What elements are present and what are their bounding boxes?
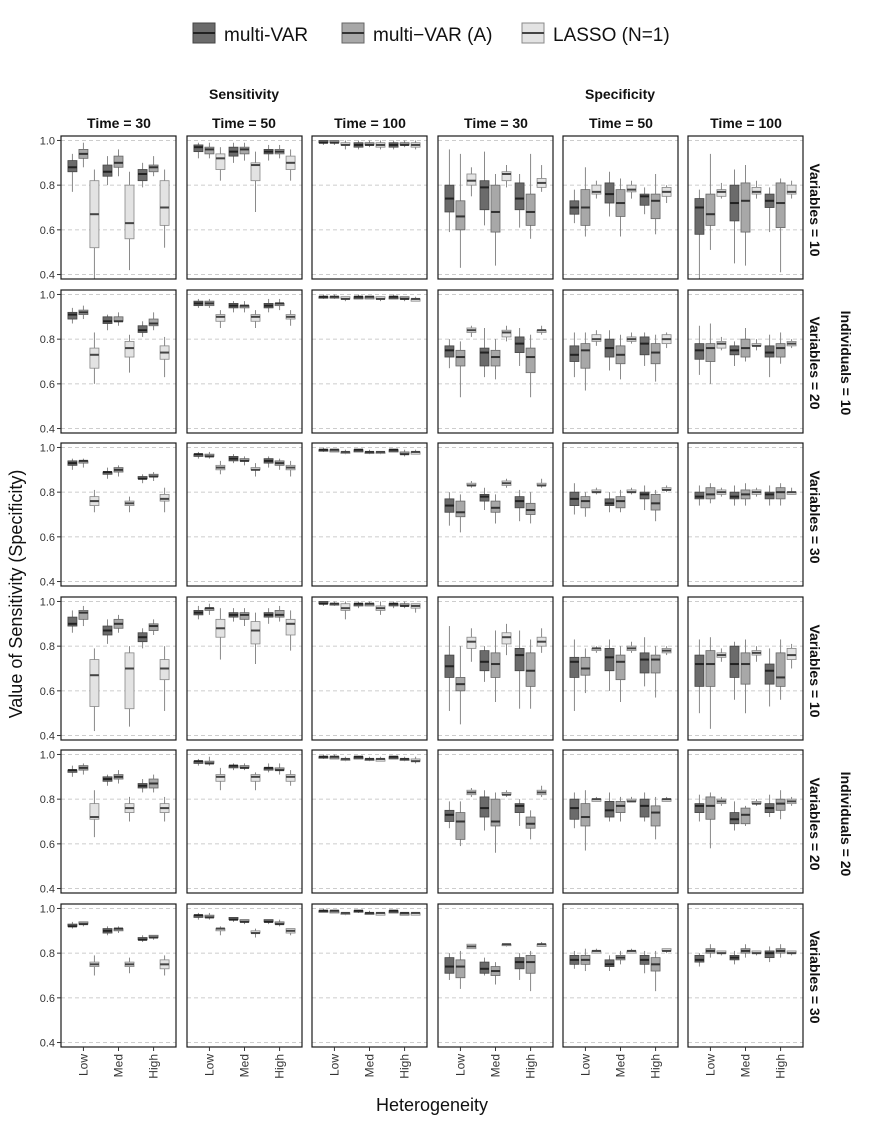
y-tick-label: 0.8 bbox=[39, 794, 55, 807]
box-iqr bbox=[570, 799, 579, 819]
variables-label-6: Variables = 30 bbox=[807, 930, 823, 1024]
y-tick-label: 0.4 bbox=[39, 730, 55, 743]
box-iqr bbox=[194, 145, 203, 152]
box-iqr bbox=[741, 653, 750, 684]
box-iqr bbox=[68, 312, 77, 319]
box-iqr bbox=[651, 344, 660, 364]
x-tick-label: Med bbox=[362, 1054, 377, 1078]
box-iqr bbox=[765, 492, 774, 499]
box-iqr bbox=[138, 170, 147, 181]
box-multivar-a-med bbox=[741, 806, 750, 826]
box-iqr bbox=[570, 657, 579, 677]
box-iqr bbox=[651, 806, 660, 826]
x-tick-label: Low bbox=[453, 1054, 468, 1077]
box-iqr bbox=[491, 185, 500, 232]
panel-background bbox=[187, 750, 302, 893]
box-multivar-a-low bbox=[330, 911, 339, 913]
box-iqr bbox=[526, 503, 535, 514]
box-iqr bbox=[502, 330, 511, 337]
x-tick-label: Med bbox=[237, 1054, 252, 1078]
box-iqr bbox=[526, 348, 535, 373]
box-iqr bbox=[752, 187, 761, 194]
metric-header-sensitivity: Sensitivity bbox=[208, 86, 280, 102]
x-tick-label: High bbox=[773, 1054, 788, 1079]
box-iqr bbox=[251, 775, 260, 782]
box-iqr bbox=[240, 147, 249, 154]
y-tick-label: 0.4 bbox=[39, 883, 55, 896]
panel-background bbox=[688, 443, 803, 586]
box-iqr bbox=[103, 165, 112, 176]
x-tick-label: High bbox=[146, 1054, 161, 1079]
box-iqr bbox=[581, 497, 590, 508]
box-iqr bbox=[445, 810, 454, 821]
box-iqr bbox=[765, 664, 774, 684]
y-tick-label: 0.4 bbox=[39, 269, 55, 282]
box-lasso-med bbox=[502, 944, 511, 946]
box-multivar-high bbox=[389, 450, 398, 452]
box-iqr bbox=[216, 154, 225, 170]
box-iqr bbox=[216, 775, 225, 782]
x-tick-label: Low bbox=[578, 1054, 593, 1077]
box-iqr bbox=[605, 499, 614, 506]
box-iqr bbox=[605, 801, 614, 817]
y-tick-label: 0.8 bbox=[39, 948, 55, 961]
box-iqr bbox=[717, 190, 726, 197]
box-iqr bbox=[515, 337, 524, 353]
panel-background bbox=[563, 443, 678, 586]
legend bbox=[193, 23, 670, 46]
box-iqr bbox=[467, 637, 476, 648]
box-multivar-med bbox=[354, 757, 363, 759]
box-iqr bbox=[491, 501, 500, 512]
box-iqr bbox=[695, 655, 704, 686]
box-iqr bbox=[480, 181, 489, 210]
box-iqr bbox=[706, 344, 715, 362]
box-iqr bbox=[605, 183, 614, 203]
box-iqr bbox=[160, 181, 169, 226]
box-iqr bbox=[526, 955, 535, 973]
x-tick-label: High bbox=[397, 1054, 412, 1079]
box-iqr bbox=[341, 604, 350, 611]
box-iqr bbox=[616, 655, 625, 680]
individuals-label-10: Individuals = 10 bbox=[838, 310, 854, 416]
box-iqr bbox=[502, 633, 511, 644]
box-iqr bbox=[627, 185, 636, 192]
y-tick-label: 0.8 bbox=[39, 641, 55, 654]
y-tick-label: 0.6 bbox=[39, 685, 55, 698]
box-iqr bbox=[730, 646, 739, 677]
x-tick-label: Med bbox=[738, 1054, 753, 1078]
y-tick-label: 0.8 bbox=[39, 487, 55, 500]
box-lasso-low bbox=[341, 913, 350, 915]
box-iqr bbox=[526, 817, 535, 828]
y-tick-label: 0.6 bbox=[39, 224, 55, 237]
box-iqr bbox=[480, 651, 489, 671]
box-iqr bbox=[570, 346, 579, 362]
legend-label-lasso: LASSO (N=1) bbox=[553, 25, 670, 46]
x-axes bbox=[76, 1047, 787, 1079]
box-iqr bbox=[730, 492, 739, 499]
y-tick-label: 0.4 bbox=[39, 1037, 55, 1050]
box-iqr bbox=[605, 960, 614, 967]
box-iqr bbox=[605, 648, 614, 670]
box-multivar-high bbox=[389, 911, 398, 913]
x-axis-title: Heterogeneity bbox=[375, 1095, 489, 1115]
box-iqr bbox=[286, 619, 295, 635]
panel-background bbox=[61, 290, 176, 433]
box-iqr bbox=[706, 194, 715, 225]
time-strip-labels bbox=[87, 115, 782, 131]
box-iqr bbox=[651, 194, 660, 219]
time-label-spec-50: Time = 50 bbox=[589, 115, 653, 131]
y-tick-label: 0.6 bbox=[39, 378, 55, 391]
variables-strip-labels bbox=[807, 163, 854, 1023]
box-iqr bbox=[776, 488, 785, 499]
box-iqr bbox=[275, 610, 284, 617]
box-iqr bbox=[125, 185, 134, 239]
time-label-sens-30: Time = 30 bbox=[87, 115, 151, 131]
box-iqr bbox=[456, 501, 465, 517]
y-tick-label: 0.6 bbox=[39, 992, 55, 1005]
box-iqr bbox=[581, 344, 590, 369]
x-tick-label: Low bbox=[703, 1054, 718, 1077]
box-iqr bbox=[776, 653, 785, 687]
x-tick-label: Low bbox=[202, 1054, 217, 1077]
box-iqr bbox=[149, 165, 158, 172]
box-iqr bbox=[695, 955, 704, 962]
panel-background bbox=[312, 750, 427, 893]
box-iqr bbox=[103, 317, 112, 324]
y-tick-label: 0.8 bbox=[39, 180, 55, 193]
variables-label-5: Variables = 20 bbox=[807, 777, 823, 871]
variables-label-1: Variables = 10 bbox=[807, 163, 823, 257]
box-iqr bbox=[741, 808, 750, 824]
box-iqr bbox=[515, 183, 524, 210]
panel-background bbox=[61, 443, 176, 586]
time-label-sens-50: Time = 50 bbox=[212, 115, 276, 131]
box-iqr bbox=[251, 315, 260, 322]
box-iqr bbox=[640, 492, 649, 499]
box-multivar-a-high bbox=[400, 913, 409, 915]
box-lasso-high bbox=[411, 913, 420, 915]
box-iqr bbox=[515, 648, 524, 670]
box-iqr bbox=[640, 799, 649, 817]
box-iqr bbox=[706, 797, 715, 819]
x-tick-label: Med bbox=[111, 1054, 126, 1078]
y-tick-label: 0.8 bbox=[39, 334, 55, 347]
box-iqr bbox=[581, 804, 590, 826]
box-iqr bbox=[90, 660, 99, 707]
box-iqr bbox=[456, 201, 465, 230]
panel-background bbox=[312, 904, 427, 1047]
box-iqr bbox=[730, 813, 739, 824]
box-iqr bbox=[456, 350, 465, 366]
box-multivar-a-low bbox=[330, 450, 339, 452]
box-iqr bbox=[160, 494, 169, 501]
box-iqr bbox=[787, 648, 796, 659]
box-iqr bbox=[251, 622, 260, 644]
box-iqr bbox=[616, 801, 625, 812]
box-iqr bbox=[286, 775, 295, 782]
y-tick-label: 0.6 bbox=[39, 531, 55, 544]
x-tick-label: High bbox=[523, 1054, 538, 1079]
box-iqr bbox=[776, 799, 785, 810]
box-iqr bbox=[765, 951, 774, 958]
box-multivar-high bbox=[389, 757, 398, 759]
legend-label-multi-var: multi-VAR bbox=[224, 25, 309, 46]
x-tick-label: Low bbox=[76, 1054, 91, 1077]
box-iqr bbox=[491, 350, 500, 366]
y-tick-label: 0.4 bbox=[39, 576, 55, 589]
box-iqr bbox=[480, 494, 489, 501]
y-tick-label: 1.0 bbox=[39, 596, 55, 609]
box-iqr bbox=[456, 960, 465, 978]
legend-label-multi-var-a: multi−VAR (A) bbox=[373, 25, 493, 46]
y-tick-label: 1.0 bbox=[39, 442, 55, 455]
box-iqr bbox=[90, 348, 99, 368]
box-iqr bbox=[515, 958, 524, 969]
time-label-spec-100: Time = 100 bbox=[710, 115, 782, 131]
y-tick-label: 1.0 bbox=[39, 749, 55, 762]
box-iqr bbox=[149, 624, 158, 631]
box-iqr bbox=[125, 653, 134, 709]
box-iqr bbox=[776, 344, 785, 357]
box-iqr bbox=[695, 199, 704, 235]
time-label-sens-100: Time = 100 bbox=[334, 115, 406, 131]
variables-label-2: Variables = 20 bbox=[807, 316, 823, 410]
box-iqr bbox=[480, 962, 489, 973]
box-iqr bbox=[776, 183, 785, 228]
panel-background bbox=[312, 290, 427, 433]
box-multivar-med bbox=[354, 450, 363, 452]
box-iqr bbox=[68, 161, 77, 172]
panel-background bbox=[187, 904, 302, 1047]
box-iqr bbox=[616, 497, 625, 508]
box-iqr bbox=[114, 156, 123, 167]
box-iqr bbox=[695, 492, 704, 499]
box-iqr bbox=[205, 147, 214, 154]
box-iqr bbox=[445, 958, 454, 974]
y-axis-title: Value of Sensitivity (Specificity) bbox=[6, 469, 26, 719]
box-iqr bbox=[640, 653, 649, 673]
variables-label-4: Variables = 10 bbox=[807, 624, 823, 718]
box-iqr bbox=[640, 337, 649, 355]
y-tick-label: 1.0 bbox=[39, 135, 55, 148]
box-iqr bbox=[592, 335, 601, 342]
panel-background bbox=[61, 904, 176, 1047]
box-multivar-a-med bbox=[365, 297, 374, 299]
box-iqr bbox=[467, 174, 476, 185]
panels-area bbox=[61, 136, 803, 1047]
y-tick-label: 1.0 bbox=[39, 289, 55, 302]
box-iqr bbox=[717, 341, 726, 348]
box-iqr bbox=[765, 346, 774, 357]
box-iqr bbox=[526, 194, 535, 225]
box-iqr bbox=[149, 319, 158, 326]
y-tick-label: 0.4 bbox=[39, 423, 55, 436]
box-iqr bbox=[138, 326, 147, 333]
panel-background bbox=[312, 597, 427, 740]
box-iqr bbox=[515, 497, 524, 508]
box-iqr bbox=[480, 348, 489, 366]
box-iqr bbox=[456, 813, 465, 840]
time-label-spec-30: Time = 30 bbox=[464, 115, 528, 131]
box-iqr bbox=[706, 651, 715, 687]
x-tick-label: High bbox=[272, 1054, 287, 1079]
panel-background bbox=[312, 136, 427, 279]
x-tick-label: Med bbox=[613, 1054, 628, 1078]
panel-background bbox=[312, 443, 427, 586]
box-iqr bbox=[651, 494, 660, 510]
box-iqr bbox=[445, 346, 454, 357]
y-tick-label: 0.6 bbox=[39, 838, 55, 851]
box-iqr bbox=[741, 183, 750, 232]
box-iqr bbox=[651, 655, 660, 673]
x-tick-label: High bbox=[648, 1054, 663, 1079]
box-iqr bbox=[160, 660, 169, 680]
box-iqr bbox=[216, 315, 225, 322]
box-iqr bbox=[491, 653, 500, 678]
box-iqr bbox=[695, 344, 704, 360]
box-iqr bbox=[480, 797, 489, 817]
box-lasso-med bbox=[376, 913, 385, 915]
variables-label-3: Variables = 30 bbox=[807, 470, 823, 564]
panel-background bbox=[563, 904, 678, 1047]
x-tick-label: Med bbox=[488, 1054, 503, 1078]
box-lasso-low bbox=[467, 944, 476, 948]
panel-background bbox=[688, 904, 803, 1047]
box-iqr bbox=[706, 488, 715, 499]
box-multivar-med bbox=[354, 911, 363, 913]
individuals-label-20: Individuals = 20 bbox=[838, 771, 854, 877]
y-tick-label: 1.0 bbox=[39, 903, 55, 916]
box-lasso-med bbox=[376, 452, 385, 454]
y-axes bbox=[40, 135, 61, 1049]
metric-header-specificity: Specificity bbox=[584, 86, 656, 102]
box-iqr bbox=[581, 657, 590, 675]
box-iqr bbox=[526, 653, 535, 687]
box-iqr bbox=[125, 341, 134, 357]
box-iqr bbox=[240, 613, 249, 620]
x-tick-label: Low bbox=[327, 1054, 342, 1077]
